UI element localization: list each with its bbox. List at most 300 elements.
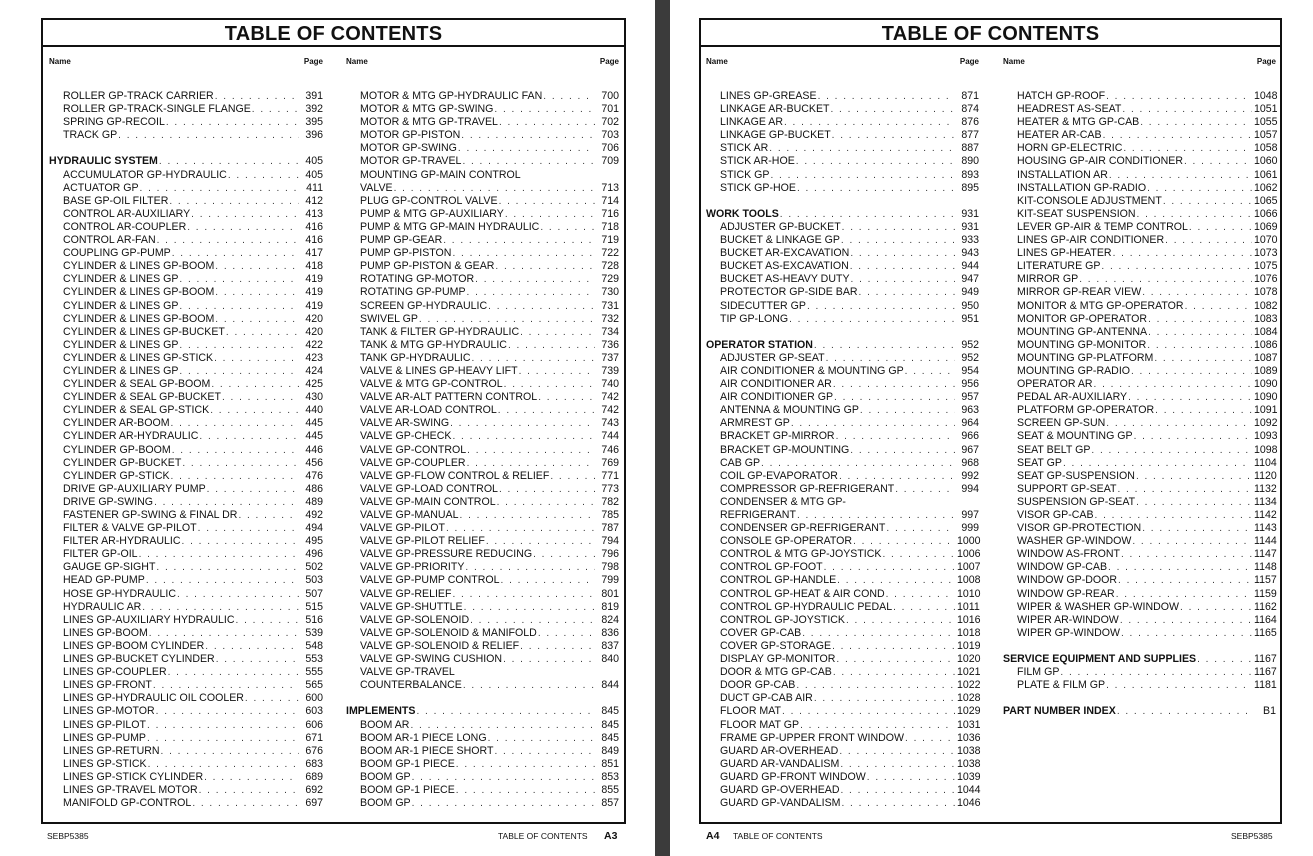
toc-entry-name: LINES GP-COUPLER	[63, 666, 167, 679]
toc-entry-page: 1006	[957, 548, 981, 561]
dot-leader	[182, 535, 299, 548]
toc-entry	[346, 535, 619, 548]
toc-entry	[1003, 116, 1276, 129]
dot-leader	[222, 391, 299, 404]
toc-entry	[49, 470, 323, 483]
toc-entry-name: TANK GP-HYDRAULIC	[360, 351, 471, 364]
toc-entry	[706, 653, 979, 666]
toc-entry	[1003, 169, 1276, 182]
toc-entry	[49, 404, 323, 417]
toc-entry-name: BUCKET AR-EXCAVATION	[720, 247, 850, 260]
toc-entry-name: FILTER AR-HYDRAULIC	[63, 535, 181, 548]
toc-entry	[346, 260, 619, 273]
toc-entry-page: 840	[601, 653, 619, 666]
toc-entry-name: VALVE GP-PRIORITY	[360, 561, 465, 574]
toc-entry	[706, 444, 979, 457]
toc-entry-page: 855	[601, 783, 619, 796]
toc-section-heading	[49, 155, 323, 168]
toc-entry-name: TIP GP-LONG	[720, 312, 789, 325]
page-header: Page	[599, 57, 619, 66]
toc-entry	[1003, 221, 1276, 234]
dot-leader	[486, 535, 595, 548]
toc-entry-name: PUMP GP-PISTON & GEAR	[360, 260, 495, 273]
dot-leader	[226, 326, 299, 339]
dot-leader	[882, 548, 955, 561]
toc-entry-name: BRACKET GP-MOUNTING	[720, 443, 850, 456]
toc-entry	[706, 679, 979, 692]
toc-entry-page: 1167	[1254, 666, 1277, 679]
toc-entry-page: 782	[601, 495, 619, 508]
toc-entry-name: KIT-CONSOLE ADJUSTMENT	[1017, 194, 1162, 207]
dot-leader	[499, 116, 595, 129]
toc-entry-name: TANK & MTG GP-HYDRAULIC	[360, 338, 507, 351]
dot-leader	[533, 548, 595, 561]
toc-entry-name: VALVE GP-PUMP CONTROL	[360, 574, 500, 587]
toc-entry-page: 819	[601, 600, 619, 613]
dot-leader	[1163, 195, 1252, 208]
toc-entry	[346, 588, 619, 601]
toc-entry	[706, 692, 979, 705]
toc-entry-page: 851	[601, 757, 619, 770]
toc-entry-name: BOOM GP	[360, 770, 411, 783]
dot-leader	[191, 208, 299, 221]
toc-entry	[49, 771, 323, 784]
toc-entry-page: 845	[601, 731, 619, 744]
toc-entry-page: 954	[961, 364, 979, 377]
dot-leader	[394, 182, 595, 195]
toc-entry-page: B1	[1263, 705, 1276, 718]
toc-entry	[706, 574, 979, 587]
toc-entry-name: CONTROL GP-HEAT & AIR COND	[720, 587, 885, 600]
toc-entry	[1003, 286, 1276, 299]
toc-entry	[706, 247, 979, 260]
dot-leader	[228, 169, 299, 182]
toc-entry-page: 742	[601, 391, 619, 404]
dot-leader	[179, 365, 299, 378]
toc-entry	[346, 430, 619, 443]
toc-entry-name: INSTALLATION GP-RADIO	[1017, 181, 1147, 194]
toc-entry-name: CONTROL AR-AUXILIARY	[63, 207, 191, 220]
dot-leader	[1118, 483, 1253, 496]
dot-leader	[179, 273, 299, 286]
dot-leader	[215, 286, 299, 299]
dot-leader	[1154, 352, 1252, 365]
toc-entry	[49, 90, 323, 103]
footer-doc-number: SEBP5385	[47, 831, 89, 841]
toc-entry	[1003, 430, 1276, 443]
toc-entry-page: 446	[305, 443, 323, 456]
toc-entry	[706, 732, 979, 745]
toc-entry	[706, 260, 979, 273]
dot-leader	[495, 260, 595, 273]
dot-leader	[1060, 666, 1252, 679]
toc-entry	[49, 601, 323, 614]
toc-entry	[49, 692, 323, 705]
dot-leader	[199, 430, 299, 443]
dot-leader	[791, 417, 955, 430]
toc-entry-page: 553	[305, 653, 323, 666]
toc-entry-page: 701	[601, 103, 619, 116]
toc-entry	[706, 797, 979, 810]
toc-entry	[49, 129, 323, 142]
dot-leader	[148, 758, 299, 771]
toc-entry-name: VALVE AR-SWING	[360, 417, 450, 430]
toc-entry	[1003, 313, 1276, 326]
toc-entry-name: CYLINDER & LINES GP-BUCKET	[63, 325, 225, 338]
toc-entry	[49, 522, 323, 535]
toc-entry-name: LINES GP-GREASE	[720, 90, 817, 102]
toc-entry	[1003, 601, 1276, 614]
toc-entry-name: DUCT GP-CAB AIR	[720, 692, 813, 705]
toc-entry-page: 732	[601, 312, 619, 325]
toc-entry-page: 1038	[957, 744, 981, 757]
toc-entry-page: 734	[601, 325, 619, 338]
toc-entry-name: PROTECTOR GP-SIDE BAR	[720, 286, 858, 299]
dot-leader	[1094, 378, 1252, 391]
toc-entry	[49, 784, 323, 797]
toc-entry-name: PLUG GP-CONTROL VALVE	[360, 194, 498, 207]
dot-leader	[198, 522, 299, 535]
toc-entry-name: CONTROL GP-HYDRAULIC PEDAL	[720, 600, 893, 613]
toc-entry-name: AIR CONDITIONER & MOUNTING GP	[720, 364, 904, 377]
toc-entry	[1003, 679, 1276, 692]
toc-entry-page: 713	[601, 181, 619, 194]
toc-entry-name: LINES GP-FRONT	[63, 679, 152, 692]
toc-entry-name: VALVE AR-ALT PATTERN CONTROL	[360, 391, 538, 404]
toc-entry	[346, 745, 619, 758]
dot-leader	[1091, 444, 1252, 457]
toc-entry-page: 931	[961, 207, 979, 220]
toc-entry-name: LINKAGE AR-BUCKET	[720, 103, 830, 116]
toc-entry	[346, 247, 619, 260]
dot-leader	[179, 300, 299, 313]
dot-leader	[494, 103, 595, 116]
dot-leader	[498, 404, 595, 417]
toc-entry-page: 1062	[1254, 181, 1278, 194]
toc-entry-page: 933	[961, 234, 979, 247]
toc-entry-name: MOTOR & MTG GP-SWING	[360, 103, 494, 116]
toc-entry	[49, 300, 323, 313]
toc-entry-name: CYLINDER GP-STICK	[63, 469, 170, 482]
toc-entry	[49, 365, 323, 378]
toc-entry-page: 801	[601, 587, 619, 600]
toc-entry	[346, 784, 619, 797]
dot-leader	[859, 286, 955, 299]
toc-entry	[706, 169, 979, 182]
toc-entry-page: 412	[305, 194, 323, 207]
dot-leader	[1106, 90, 1252, 103]
toc-entry-page: 417	[305, 247, 323, 260]
left-column-2	[346, 56, 619, 810]
dot-leader	[501, 574, 595, 587]
toc-entry	[706, 300, 979, 313]
toc-entry-name: WIPER & WASHER GP-WINDOW	[1017, 600, 1180, 613]
toc-entry-name: ROTATING GP-PUMP	[360, 286, 466, 299]
dot-leader	[252, 103, 299, 116]
toc-entry	[346, 300, 619, 313]
toc-entry-page: 1089	[1254, 364, 1278, 377]
toc-entry-name: GUARD GP-FRONT WINDOW	[720, 770, 866, 783]
toc-entry-page: 1010	[957, 587, 981, 600]
toc-entry	[346, 221, 619, 234]
toc-entry-name: GUARD GP-VANDALISM	[720, 797, 841, 810]
dot-leader	[159, 155, 299, 168]
toc-entry-page: 494	[305, 522, 323, 535]
toc-entry	[49, 640, 323, 653]
dot-leader	[841, 797, 955, 810]
toc-entry	[49, 103, 323, 116]
toc-entry	[346, 404, 619, 417]
toc-entry-name: CYLINDER & SEAL GP-BOOM	[63, 378, 211, 391]
column-header	[346, 56, 619, 68]
toc-entry-page: 1143	[1254, 522, 1277, 535]
toc-entry-page: 966	[961, 430, 979, 443]
dot-leader	[187, 221, 299, 234]
dot-leader	[836, 653, 955, 666]
dot-leader	[796, 155, 955, 168]
toc-entry-page: 787	[601, 522, 619, 535]
toc-entry-name: ROLLER GP-TRACK CARRIER	[63, 90, 214, 102]
dot-leader	[508, 339, 595, 352]
toc-entry	[1003, 457, 1276, 470]
toc-entry-name: BUCKET AS-HEAVY DUTY	[720, 273, 850, 286]
toc-entry-name: MOTOR & MTG GP-TRAVEL	[360, 116, 498, 129]
toc-entry-page: 736	[601, 338, 619, 351]
toc-entry-page: 1167	[1254, 653, 1277, 666]
toc-entry	[1003, 273, 1276, 286]
toc-entry-name: ADJUSTER GP-BUCKET	[720, 220, 841, 233]
toc-entry	[1003, 182, 1276, 195]
page-header: Page	[959, 57, 979, 66]
toc-entry-page: 603	[305, 705, 323, 718]
column-header	[706, 56, 979, 68]
right-toc-frame	[699, 18, 1282, 824]
toc-entry	[346, 771, 619, 784]
dot-leader	[412, 797, 595, 810]
toc-entry-name: HYDRAULIC SYSTEM	[49, 155, 158, 168]
toc-entry-name: VALVE GP-SWING CUSHION	[360, 653, 503, 666]
toc-entry	[346, 509, 619, 522]
toc-entry	[49, 548, 323, 561]
toc-entry-name: CONSOLE GP-OPERATOR	[720, 535, 853, 548]
toc-entry-page: 799	[601, 574, 619, 587]
toc-entry-page: 420	[305, 312, 323, 325]
toc-entry	[346, 666, 619, 679]
toc-entry-page: 1051	[1254, 103, 1278, 116]
toc-entry-name: STICK GP	[720, 168, 770, 181]
toc-entry-page: 445	[305, 430, 323, 443]
toc-entry	[1003, 627, 1276, 640]
toc-entry-page: 1021	[957, 666, 981, 679]
toc-entry-page: 671	[305, 731, 323, 744]
toc-entry	[49, 574, 323, 587]
dot-leader	[1140, 116, 1252, 129]
toc-entry-page: 963	[961, 404, 979, 417]
dot-leader	[139, 548, 299, 561]
toc-entry	[706, 221, 979, 234]
toc-entry-name: LINES GP-PILOT	[63, 718, 147, 731]
toc-entry	[346, 234, 619, 247]
toc-entry	[706, 391, 979, 404]
toc-entry-name: MONITOR GP-OPERATOR	[1017, 312, 1148, 325]
toc-entry-name: CONTROL GP-JOYSTICK	[720, 613, 845, 626]
toc-entry-page: 1048	[1254, 90, 1278, 102]
toc-entry	[1003, 444, 1276, 457]
toc-entry	[49, 444, 323, 457]
toc-entry-name: LINES GP-RETURN	[63, 744, 160, 757]
toc-entry-page: 1157	[1254, 574, 1277, 587]
toc-entry-page: 1078	[1254, 286, 1278, 299]
toc-entry-name: WINDOW GP-REAR	[1017, 587, 1115, 600]
toc-entry-page: 692	[305, 783, 323, 796]
toc-entry-name: BUCKET AS-EXCAVATION	[720, 260, 849, 273]
toc-entry	[49, 234, 323, 247]
toc-entry-name: SERVICE EQUIPMENT AND SUPPLIES	[1003, 653, 1197, 666]
dot-leader	[470, 614, 595, 627]
right-column-2	[1003, 56, 1276, 719]
toc-entry	[1003, 496, 1276, 509]
dot-leader	[519, 365, 595, 378]
toc-entry-page: 1069	[1254, 220, 1278, 233]
dot-leader	[802, 627, 955, 640]
toc-entry-name: VALVE GP-SHUTTLE	[360, 600, 463, 613]
toc-entry-page: 992	[961, 469, 979, 482]
toc-entry-page: 947	[961, 273, 979, 286]
toc-entry	[346, 90, 619, 103]
toc-entry	[706, 103, 979, 116]
toc-entry	[706, 365, 979, 378]
toc-entry	[706, 273, 979, 286]
toc-entry-name: WORK TOOLS	[706, 207, 779, 220]
dot-leader	[1106, 417, 1252, 430]
dot-leader	[236, 614, 299, 627]
toc-entry	[706, 758, 979, 771]
toc-entry	[49, 260, 323, 273]
toc-entry-page: 1075	[1254, 260, 1278, 273]
toc-entry-name: LINES GP-HYDRAULIC OIL COOLER	[63, 692, 244, 705]
toc-entry-name: COUNTERBALANCE	[360, 679, 462, 692]
dot-leader	[832, 640, 955, 653]
toc-entry-page: 700	[601, 90, 619, 102]
toc-entry	[346, 129, 619, 142]
dot-leader	[769, 142, 955, 155]
column-header	[49, 56, 323, 68]
dot-leader	[499, 195, 595, 208]
toc-entry-name: LITERATURE GP	[1017, 260, 1101, 273]
dot-leader	[1079, 273, 1252, 286]
toc-entry-page: 773	[601, 482, 619, 495]
dot-leader	[156, 561, 299, 574]
toc-entry-page: 1120	[1254, 469, 1277, 482]
toc-entry-page: 1091	[1254, 404, 1278, 417]
toc-entry-page: 743	[601, 417, 619, 430]
toc-entry-page: 785	[601, 509, 619, 521]
toc-entry-name: SCREEN GP-HYDRAULIC	[360, 299, 488, 312]
toc-entry	[49, 116, 323, 129]
toc-entry-name: HOUSING GP-AIR CONDITIONER	[1017, 155, 1183, 168]
toc-entry-name: COVER GP-CAB	[720, 626, 802, 639]
dot-leader	[205, 640, 299, 653]
toc-entry-name: CONTROL & MTG GP-JOYSTICK	[720, 548, 882, 561]
toc-entry	[346, 286, 619, 299]
footer-label: TABLE OF CONTENTS	[498, 831, 588, 841]
toc-entry	[1003, 326, 1276, 339]
toc-entry	[706, 378, 979, 391]
dot-leader	[1063, 457, 1252, 470]
toc-entry-page: 728	[601, 260, 619, 273]
toc-entry-page: 495	[305, 535, 323, 548]
dot-leader	[1147, 339, 1252, 352]
toc-entry	[346, 522, 619, 535]
toc-entry-name: CONTROL GP-HANDLE	[720, 574, 837, 587]
toc-entry	[1003, 588, 1276, 601]
toc-entry-page: 994	[961, 482, 979, 495]
toc-entry-name: CYLINDER & LINES GP-BOOM	[63, 312, 215, 325]
toc-entry-name: GUARD AR-VANDALISM	[720, 757, 840, 770]
toc-entry	[49, 313, 323, 326]
toc-entry-page: 1086	[1254, 338, 1278, 351]
toc-entry-name: COVER GP-STORAGE	[720, 639, 832, 652]
toc-entry-page: 683	[305, 757, 323, 770]
toc-entry-name: VALVE GP-RELIEF	[360, 587, 452, 600]
dot-leader	[832, 129, 955, 142]
toc-entry-name: CONTROL AR-FAN	[63, 234, 156, 247]
dot-leader	[171, 470, 299, 483]
toc-entry-name: PART NUMBER INDEX	[1003, 705, 1116, 718]
toc-entry-page: 515	[305, 600, 323, 613]
dot-leader	[210, 404, 299, 417]
toc-entry	[49, 247, 323, 260]
dot-leader	[412, 771, 595, 784]
toc-entry-page: 1098	[1254, 443, 1278, 456]
toc-entry-name: CYLINDER GP-BUCKET	[63, 456, 182, 469]
toc-entry	[49, 169, 323, 182]
dot-leader	[147, 719, 299, 732]
toc-entry	[346, 561, 619, 574]
toc-entry-name: SEAT & MOUNTING GP	[1017, 430, 1133, 443]
toc-entry	[49, 588, 323, 601]
toc-entry	[346, 601, 619, 614]
toc-entry-page: 716	[601, 207, 619, 220]
toc-entry-page: 1016	[957, 613, 981, 626]
toc-entry-page: 706	[601, 142, 619, 155]
toc-entry-page: 1000	[957, 535, 981, 548]
toc-entry-name: VALVE GP-SOLENOID	[360, 613, 470, 626]
toc-spacer	[706, 195, 979, 208]
dot-leader	[169, 195, 299, 208]
toc-entry-page: 893	[961, 168, 979, 181]
dot-leader	[1120, 614, 1252, 627]
dot-leader	[850, 247, 955, 260]
dot-leader	[497, 496, 595, 509]
dot-leader	[177, 588, 299, 601]
toc-entry-page: 422	[305, 338, 323, 351]
toc-entry	[1003, 483, 1276, 496]
toc-entry-page: 1029	[957, 705, 981, 718]
dot-leader	[1155, 404, 1252, 417]
dot-leader	[1095, 509, 1252, 522]
toc-entry-page: 1019	[957, 639, 981, 652]
toc-entry-name: VALVE GP-PILOT RELIEF	[360, 535, 485, 548]
dot-leader	[543, 90, 595, 103]
toc-entry-name: CYLINDER AR-HYDRAULIC	[63, 430, 199, 443]
dot-leader	[1184, 155, 1252, 168]
toc-entry-page: 769	[601, 456, 619, 469]
toc-entry-page: 794	[601, 535, 619, 548]
toc-entry-name: GAUGE GP-SIGHT	[63, 561, 156, 574]
toc-entry-name: VALVE GP-TRAVEL	[360, 666, 455, 679]
dot-leader	[147, 732, 299, 745]
